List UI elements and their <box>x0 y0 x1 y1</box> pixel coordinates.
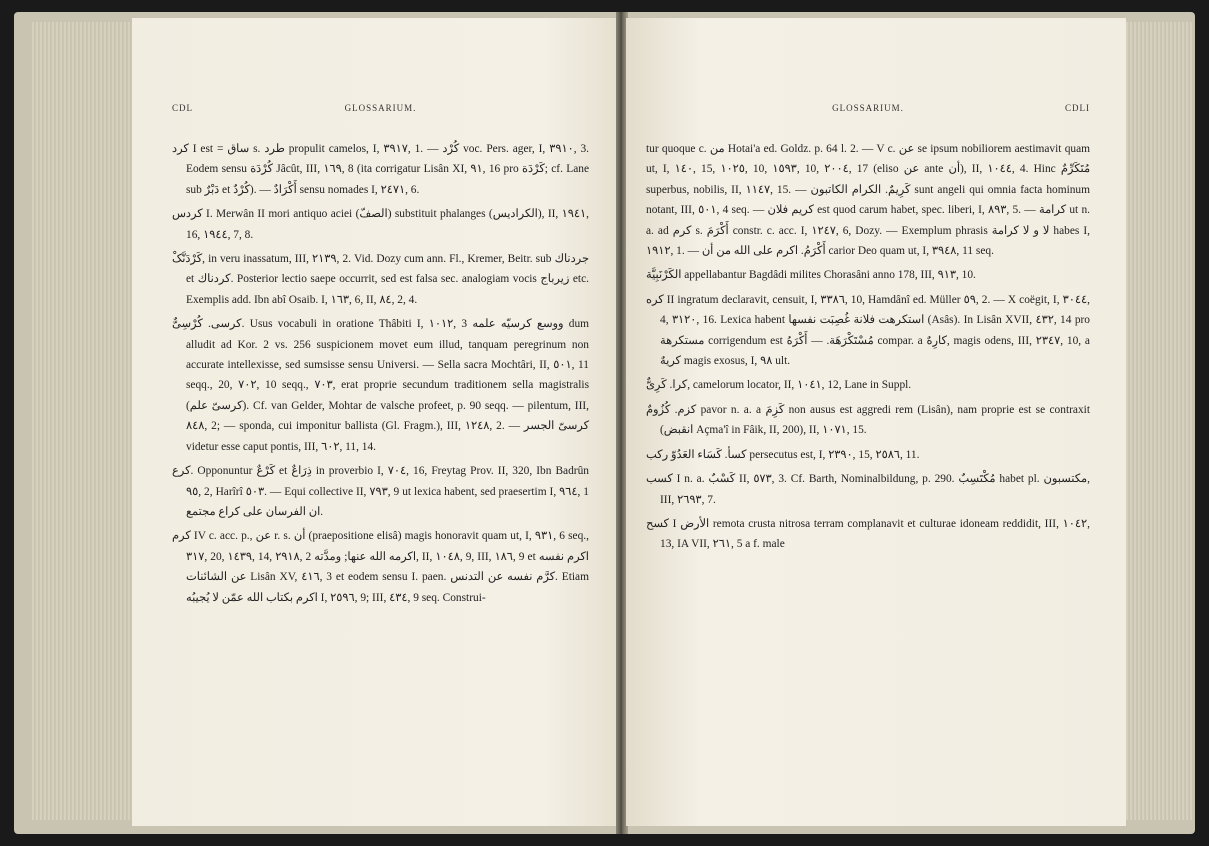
entry-ksa: کسأ. کَسَاء العَدُوّ رکب persecutus est, I, ٢٣٩٠, 15, ٢٥٨٦, 11. <box>646 448 920 461</box>
right-page-text <box>646 139 1090 555</box>
entry-kra: کرا. کَرِىٌّ, camelorum locator, II, ١٠٤١, 12, Lane in Suppl. <box>646 379 912 392</box>
entry-kzm: کزم. کُزُومٌ pavor n. a. a کَزِمَ non ausus est aggredi rem (Lisân), nam proprie est se contraxit (انقبض Açma'î in Fâik, II, 200), II, ١٠٧١, 15. <box>646 403 1090 437</box>
right-page <box>626 18 1126 826</box>
entry-kr-a: کرع. Opponuntur کَرْعٌ et ذِرَاعٌ in proverbio I, ٧٠٤, 16, Freytag Prov. II, 320, Ibn Badrûn ٩٥, 2, Harîrî ٥٠٣. — Equi collective II, ٧٩٣, 9 ut lexica habent, sed praesertim I, ٩٦٤, 1 ان الفرسان على کراع مجتمع. <box>172 465 590 518</box>
left-page <box>132 18 617 826</box>
open-book <box>14 12 1195 834</box>
left-page-edges <box>32 22 132 820</box>
entry-ksb: کسب I n. a. کَسْبٌ II, ٥٧٣, 3. Cf. Barth, Nominalbildung, p. 290. مُکْتَسِبٌ habet pl. مکتسبون, III, ٢٦٩٣, 7. <box>646 473 1090 506</box>
entry-krdnk: کَرْدَنَّکْ, in veru inassatum, III, ٢١٣٩, 2. Vid. Dozy cum ann. Fl., Kremer, Beitr. sub جردناك et کردناك. Posterior lectio saepe occurrit, sed est falsa sec. analogiam vocis زیرباج etc. Exemplis add. Ibn abî Osaib. I, ١٦٣, 6, II, ٨٤, 2, 4. <box>172 253 589 306</box>
right-header-title: GLOSSARIUM. <box>832 103 904 113</box>
left-page-text <box>172 139 589 608</box>
entry-krds: کردس I. Merwân II mori antiquo aciei (الصفّ) substituit phalanges (الکرادیس), II, ١٩٤١, 16, ١٩٤٤, 7, 8. <box>172 208 589 241</box>
left-header-title: GLOSSARIUM. <box>344 103 417 113</box>
entry-krd: کرد I est = ساق s. طرد propulit camelos, I, ٣٩١٧, 1. — کُرْد voc. Pers. ager, I, ٣٩١٠, 3. Eodem sensu کُرْدَة Jâcût, III, ١٦٩, 8 (ita corrigatur Lisân XI, ٩١, 16 pro کَرْدَة; cf. Lane sub دَبْرٌ et کُرْدٌ). — أَکْرَادٌ sensu nomades I, ٢٤٧١, 6. <box>172 143 590 196</box>
entry-krm-continued: tur quoque c. من Hotai'a ed. Goldz. p. 64 l. 2. — V c. عن se ipsum nobiliorem aestimavit quam ut, I, ١٤٠, 15, ١٠٢٥, 10, ١٥٩٣, 10, ٢٠٠٤, 17 (eliso عن ante أن), II, ١٠٤٤, 4. Hinc مُتَکَرِّمٌ superbus, nobilis, II, ١١٤٧, 15. — کَرِیمٌ. الکرام الکاتبون sunt angeli qui omnia facta hominum notant, III, ٥٠١, 4 seq. — کریم فلان est quod carum habet, spec. liberi, I, ٨٩٣, 5. — کرامة ut n. a. ad کرم s. أَکْرَمَ constr. c. acc. I, ١٢٤٧, 6, Dozy. — Exemplum phrasis لا و لا کرامة habes I, ١٩١٢, 1. — أَکْرَمُ. اکرم على الله من أن carior Deo quam ut, I, ٣٩٤٨, 11 seq. <box>646 143 1091 258</box>
right-page-edges <box>1126 22 1192 820</box>
entry-krh: کره II ingratum declaravit, censuit, I, ٣٣٨٦, 10, Hamdânî ed. Müller ٥٩, 2. — X coëgit, I, ٣٠٤٤, 4, ٣١٢٠, 16. Lexica habent استکرهت فلانة غُصِبَت نفسها (Asâs). In Lisân XVII, ٤٣٢, 14 pro مستکرهة corrigendum est مُسْتَکْرَهَة. — أَکْرَهُ compar. a کارِهٌ, magis odens, III, ٢٣٤٧, 10, a کریهٌ magis exosus, I, ٩٨ ult. <box>646 293 1091 368</box>
entry-ksh: کسح I الأرض remota crusta nitrosa terram complanavit et culturae idoneam reddidit, III, ١٠٤٢, 13, IA VII, ٢٦١, 5 a f. male <box>646 517 1090 551</box>
right-running-head <box>646 103 1090 125</box>
left-running-head <box>172 103 589 125</box>
entry-krm: کرم IV c. acc. p., عن r. s. أن (praepositione elisâ) magis honoravit quam ut, I, ٩٣١, 6 seq., ٣١٧, 20, ١٤٣٩, 14, ٢٩١٨, 2 اکرمه الله عنها; ومدَّته, II, ١٠٤٨, 9, III, ١٨٦, 9 et اکرم نفسه عن الشائنات Lisân XV, ٤١٦, 3 et eodem sensu I. paen. کرَّم نفسه عن التدنس. Etiam اکرم بکتاب الله عمّن لا یُجیبُه I, ٢٥٩٦, 9; III, ٤٣٤, 9 seq. Construi- <box>172 530 589 604</box>
right-page-number: CDLI <box>1065 103 1090 113</box>
entry-krnbiya: الکَرْنَبِیَّة appellabantur Bagdâdi milites Chorasâni anno 178, III, ٩١٣, 10. <box>646 269 976 282</box>
entry-krsy: کرسى. کُرْسِىٌّ. Usus vocabuli in oratione Thâbiti I, ١٠١٢, 3 ووسع کرسیّه علمه dum alludit ad Kor. 2 vs. 256 suspicionem movet eum illud, tanquam peregrinum non accurate intellexisse, sed sumsisse sensu Universi. — Sella sacra Mochtâri, II, ٥٠١, 11 seqq., 20, ٧٠٢, 10 seqq., ٧٠٣, erat proprie secundum traditionem sella magistralis (کرسیّ علم). Cf. van Gelder, Mohtar de valsche profeet, p. 90 seqq. — pilentum, III, ٨٤٨, 2; — sponda, cui imponitur ballista (Gl. Fragm.), III, ١٢٤٨, 2. — کرسىّ الجسر videtur esse caput pontis, III, ٦٠٢, 11, 14. <box>172 318 590 453</box>
left-page-number: CDL <box>172 103 193 113</box>
